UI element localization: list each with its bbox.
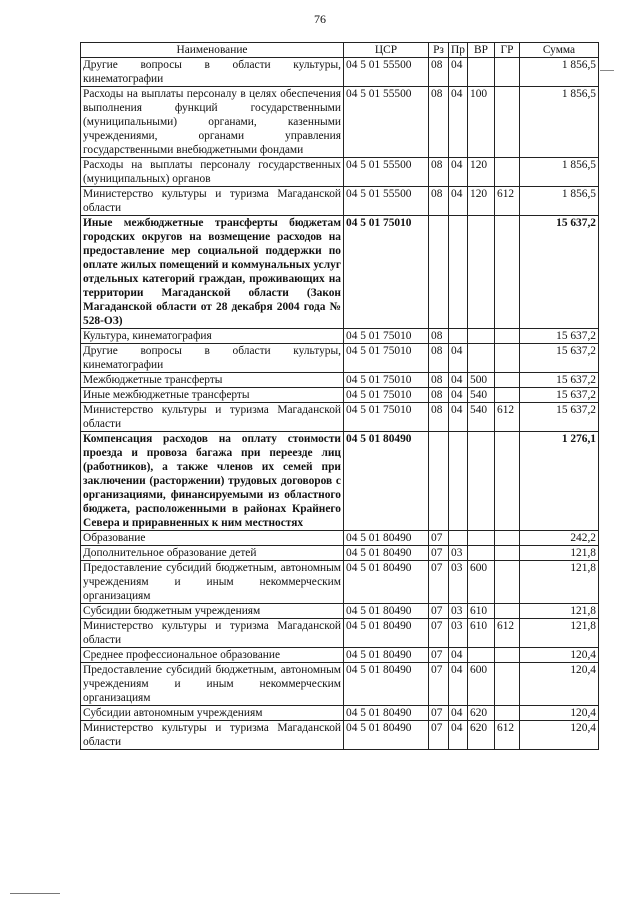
cell-csr: 04 5 01 80490	[344, 432, 429, 531]
cell-sum: 15 637,2	[520, 403, 599, 432]
header-csr: ЦСР	[344, 43, 429, 58]
cell-gr: 612	[495, 619, 520, 648]
cell-name: Среднее профессиональное образование	[81, 648, 344, 663]
cell-name: Иные межбюджетные трансферты бюджетам городских округов на возмещение расходов на предоставление мер социальной поддержки по оплате жилых помещений и коммунальных услуг отдельных категорий граждан, проживающих на территории Магаданской области (Закон Магаданской области от 28 декабря 2004 года № 528-ОЗ)	[81, 216, 344, 329]
cell-rz: 07	[429, 561, 449, 604]
cell-sum: 15 637,2	[520, 216, 599, 329]
cell-sum: 242,2	[520, 531, 599, 546]
cell-gr	[495, 329, 520, 344]
cell-gr	[495, 648, 520, 663]
cell-pr	[449, 531, 468, 546]
cell-vr	[468, 531, 495, 546]
cell-rz: 07	[429, 531, 449, 546]
cell-name: Образование	[81, 531, 344, 546]
cell-rz: 07	[429, 648, 449, 663]
cell-pr: 04	[449, 58, 468, 87]
cell-pr: 04	[449, 648, 468, 663]
budget-table	[80, 42, 599, 750]
table-row	[81, 373, 599, 388]
cell-vr	[468, 344, 495, 373]
table-body	[81, 58, 599, 750]
cell-rz: 08	[429, 373, 449, 388]
cell-sum: 121,8	[520, 546, 599, 561]
cell-gr	[495, 373, 520, 388]
cell-vr: 100	[468, 87, 495, 158]
cell-rz: 07	[429, 619, 449, 648]
cell-pr	[449, 216, 468, 329]
cell-pr: 04	[449, 344, 468, 373]
cell-name: Межбюджетные трансферты	[81, 373, 344, 388]
cell-name: Другие вопросы в области культуры, кинематографии	[81, 344, 344, 373]
cell-rz: 08	[429, 187, 449, 216]
cell-name: Предоставление субсидий бюджетным, автономным учреждениям и иным некоммерческим организациям	[81, 561, 344, 604]
cell-name: Министерство культуры и туризма Магаданской области	[81, 721, 344, 750]
page-number: 76	[314, 12, 326, 26]
cell-rz	[429, 216, 449, 329]
cell-gr	[495, 58, 520, 87]
header-vr: ВР	[468, 43, 495, 58]
cell-pr: 04	[449, 373, 468, 388]
cell-sum: 15 637,2	[520, 344, 599, 373]
cell-csr: 04 5 01 80490	[344, 721, 429, 750]
cell-name: Министерство культуры и туризма Магаданской области	[81, 187, 344, 216]
cell-pr: 04	[449, 388, 468, 403]
cell-vr: 620	[468, 721, 495, 750]
cell-pr: 03	[449, 546, 468, 561]
cell-sum: 15 637,2	[520, 329, 599, 344]
cell-pr: 03	[449, 619, 468, 648]
cell-rz: 07	[429, 546, 449, 561]
cell-csr: 04 5 01 55500	[344, 187, 429, 216]
cell-gr	[495, 344, 520, 373]
cell-vr	[468, 58, 495, 87]
cell-pr: 04	[449, 721, 468, 750]
header-pr: Пр	[449, 43, 468, 58]
cell-gr	[495, 604, 520, 619]
cell-csr: 04 5 01 75010	[344, 388, 429, 403]
cell-name: Компенсация расходов на оплату стоимости проезда и провоза багажа при переезде лиц (работников), а также членов их семей при заключении (расторжении) трудовых договоров с организациями, финансируемыми из областного бюджета, расположенными в районах Крайнего Севера и приравненных к ним местностях	[81, 432, 344, 531]
table-row	[81, 663, 599, 706]
cell-gr	[495, 546, 520, 561]
cell-csr: 04 5 01 75010	[344, 216, 429, 329]
cell-vr: 600	[468, 663, 495, 706]
cell-vr	[468, 216, 495, 329]
cell-sum: 120,4	[520, 663, 599, 706]
cell-gr	[495, 663, 520, 706]
cell-pr: 03	[449, 561, 468, 604]
cell-rz: 07	[429, 721, 449, 750]
cell-gr	[495, 561, 520, 604]
cell-sum: 15 637,2	[520, 388, 599, 403]
table-row	[81, 561, 599, 604]
cell-name: Иные межбюджетные трансферты	[81, 388, 344, 403]
cell-pr: 04	[449, 706, 468, 721]
cell-name: Другие вопросы в области культуры, кинематографии	[81, 58, 344, 87]
cell-vr: 600	[468, 561, 495, 604]
cell-name: Министерство культуры и туризма Магаданской области	[81, 619, 344, 648]
cell-pr: 04	[449, 663, 468, 706]
table-row	[81, 388, 599, 403]
cell-sum: 1 276,1	[520, 432, 599, 531]
cell-gr	[495, 531, 520, 546]
table-row	[81, 531, 599, 546]
cell-gr	[495, 706, 520, 721]
cell-csr: 04 5 01 80490	[344, 546, 429, 561]
cell-gr: 612	[495, 721, 520, 750]
cell-vr	[468, 546, 495, 561]
cell-name: Предоставление субсидий бюджетным, автономным учреждениям и иным некоммерческим организациям	[81, 663, 344, 706]
footer-line	[10, 893, 60, 894]
cell-sum: 1 856,5	[520, 87, 599, 158]
header-sum: Сумма	[520, 43, 599, 58]
cell-csr: 04 5 01 75010	[344, 373, 429, 388]
cell-name: Министерство культуры и туризма Магаданской области	[81, 403, 344, 432]
cell-sum: 120,4	[520, 648, 599, 663]
table-row	[81, 344, 599, 373]
cell-sum: 15 637,2	[520, 373, 599, 388]
cell-name: Дополнительное образование детей	[81, 546, 344, 561]
cell-pr	[449, 432, 468, 531]
cell-pr: 04	[449, 403, 468, 432]
table-row	[81, 87, 599, 158]
cell-gr	[495, 87, 520, 158]
table-row	[81, 604, 599, 619]
cell-sum: 121,8	[520, 619, 599, 648]
table-row	[81, 403, 599, 432]
table-row	[81, 187, 599, 216]
cell-vr	[468, 432, 495, 531]
table-header-row	[81, 43, 599, 58]
cell-gr	[495, 388, 520, 403]
cell-gr: 612	[495, 403, 520, 432]
cell-pr: 04	[449, 87, 468, 158]
cell-sum: 1 856,5	[520, 187, 599, 216]
cell-pr: 04	[449, 187, 468, 216]
cell-vr	[468, 648, 495, 663]
cell-csr: 04 5 01 75010	[344, 403, 429, 432]
cell-csr: 04 5 01 80490	[344, 706, 429, 721]
cell-csr: 04 5 01 75010	[344, 344, 429, 373]
cell-rz: 08	[429, 388, 449, 403]
cell-sum: 121,8	[520, 604, 599, 619]
cell-csr: 04 5 01 75010	[344, 329, 429, 344]
cell-csr: 04 5 01 55500	[344, 87, 429, 158]
cell-csr: 04 5 01 80490	[344, 663, 429, 706]
cell-csr: 04 5 01 55500	[344, 158, 429, 187]
header-rz: Рз	[429, 43, 449, 58]
table-row	[81, 706, 599, 721]
header-gr: ГР	[495, 43, 520, 58]
cell-rz: 08	[429, 58, 449, 87]
cell-pr	[449, 329, 468, 344]
cell-csr: 04 5 01 80490	[344, 648, 429, 663]
cell-name: Расходы на выплаты персоналу государственных (муниципальных) органов	[81, 158, 344, 187]
cell-name: Расходы на выплаты персоналу в целях обеспечения выполнения функций государственными (муниципальными) органами, казенными учреждениями, органами управления государственными внебюджетными фондами	[81, 87, 344, 158]
cell-name: Субсидии автономным учреждениям	[81, 706, 344, 721]
cell-gr	[495, 216, 520, 329]
cell-sum: 120,4	[520, 721, 599, 750]
table-row	[81, 329, 599, 344]
cell-csr: 04 5 01 80490	[344, 619, 429, 648]
table-row	[81, 648, 599, 663]
cell-rz: 08	[429, 344, 449, 373]
cell-rz: 07	[429, 706, 449, 721]
cell-sum: 1 856,5	[520, 158, 599, 187]
cell-sum: 120,4	[520, 706, 599, 721]
cell-gr	[495, 432, 520, 531]
cell-rz: 08	[429, 87, 449, 158]
cell-vr: 540	[468, 388, 495, 403]
cell-vr: 620	[468, 706, 495, 721]
cell-rz: 08	[429, 329, 449, 344]
header-name: Наименование	[81, 43, 344, 58]
table-row	[81, 216, 599, 329]
table-row	[81, 158, 599, 187]
cell-rz: 07	[429, 604, 449, 619]
cell-csr: 04 5 01 80490	[344, 561, 429, 604]
table-row	[81, 546, 599, 561]
table-row	[81, 721, 599, 750]
cell-name: Культура, кинематография	[81, 329, 344, 344]
cell-vr: 500	[468, 373, 495, 388]
cell-csr: 04 5 01 55500	[344, 58, 429, 87]
cell-pr: 04	[449, 158, 468, 187]
cell-csr: 04 5 01 80490	[344, 531, 429, 546]
table-row	[81, 432, 599, 531]
cell-pr: 03	[449, 604, 468, 619]
table-row	[81, 619, 599, 648]
cell-vr	[468, 329, 495, 344]
cell-name: Субсидии бюджетным учреждениям	[81, 604, 344, 619]
cell-sum: 1 856,5	[520, 58, 599, 87]
cell-csr: 04 5 01 80490	[344, 604, 429, 619]
cell-rz: 08	[429, 158, 449, 187]
table-row	[81, 58, 599, 87]
cell-rz: 08	[429, 403, 449, 432]
margin-mark	[600, 70, 614, 71]
cell-vr: 120	[468, 187, 495, 216]
cell-vr: 540	[468, 403, 495, 432]
cell-gr: 612	[495, 187, 520, 216]
cell-vr: 610	[468, 604, 495, 619]
cell-rz: 07	[429, 663, 449, 706]
cell-rz	[429, 432, 449, 531]
cell-vr: 610	[468, 619, 495, 648]
cell-vr: 120	[468, 158, 495, 187]
cell-gr	[495, 158, 520, 187]
cell-sum: 121,8	[520, 561, 599, 604]
